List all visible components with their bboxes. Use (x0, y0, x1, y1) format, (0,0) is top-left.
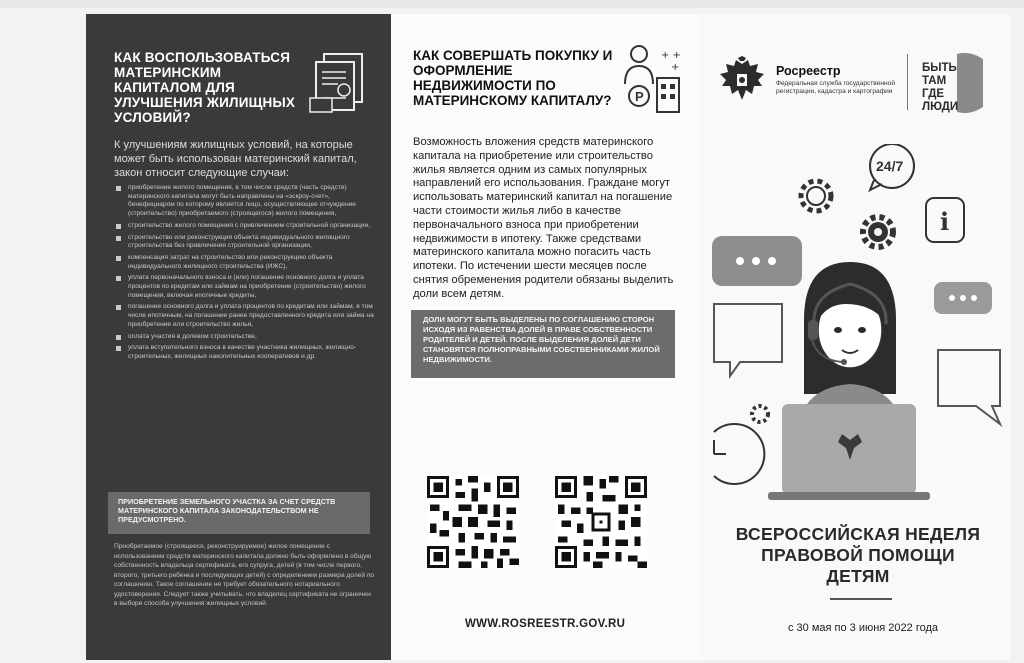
list-item: уплата вступительного взноса в качестве участника жилищных, жилищно-строительных, жилищных накопительных кооперативов и др. (114, 344, 376, 361)
brand-name: Росреестр (776, 64, 841, 78)
list-item: уплата первоначального взноса и (или) погашение основного долга и уплата процентов по кредитам или займам на приобретение (строительство) жилого помещения, включая ипотечные кредиты, (114, 274, 376, 300)
list-item: приобретение жилого помещения, в том числе средств (часть средств) материнского капитала могут быть направлены на «эскроу-счет», бенефициаром по которому является лицо, осуществляющее отчуждение (строительство) приобретаемого (строящегося) жилого помещения, (114, 184, 376, 219)
mortgage-house-icon (621, 44, 687, 116)
gear-icon (863, 217, 893, 247)
right-panel (700, 14, 1010, 660)
land-plot-notice: ПРИОБРЕТЕНИЕ ЗЕМЕЛЬНОГО УЧАСТКА ЗА СЧЕТ СРЕДСТВ МАТЕРИНСКОГО КАПИТАЛА ЗАКОНОДАТЕЛЬСТВОМ НЕ ПРЕДУСМОТРЕНО. (108, 492, 370, 534)
legal-help-illustration (700, 144, 1010, 504)
qr-code[interactable] (555, 476, 647, 568)
middle-panel (391, 14, 700, 660)
left-panel-title: КАК ВОСПОЛЬЗОВАТЬСЯ МАТЕРИНСКИМ КАПИТАЛОМ ДЛЯ УЛУЧШЕНИЯ ЖИЛИЩНЫХ УСЛОВИЙ? (114, 50, 296, 125)
gear-icon (752, 406, 768, 422)
title-underline (830, 598, 892, 600)
qr-code[interactable] (427, 476, 519, 568)
gear-icon (801, 181, 831, 211)
scan-margin (0, 0, 1024, 8)
middle-panel-body: Возможность вложения средств материнского капитала на приобретение или строительство жилья является одним из самых популярных направлений его использования. Граждане могут использовать материнский капитал на погашение части стоимости жилья либо в качестве первоначального взноса при приобретении недвижимости в ипотеку. Также средствами материнского капитала можно погасить часть ипотеки. По истечении шести месяцев после снятия обременения родители обязаны выделить доли всем детям. (413, 136, 674, 300)
info-icon (926, 198, 964, 242)
svg-text:P: P (635, 89, 644, 104)
website-link[interactable]: WWW.ROSREESTR.GOV.RU (465, 618, 626, 630)
brand-subtitle: Федеральная служба государственной регистрации, кадастра и картографии (776, 80, 896, 95)
support-24-7-label: 24/7 (876, 158, 904, 174)
shares-notice: ДОЛИ МОГУТ БЫТЬ ВЫДЕЛЕНЫ ПО СОГЛАШЕНИЮ СТОРОН ИСХОДЯ ИЗ РАВЕНСТВА ДОЛЕЙ В ПРАВЕ СОБСТВЕННОСТИ РОДИТЕЛЕЙ И ДЕТЕЙ. ПОСЛЕ ВЫДЕЛЕНИЯ ДОЛЕЙ ДЕТИ СТАНОВЯТСЯ ПОЛНОПРАВНЫМИ СОБСТВЕННИКАМИ ЖИЛОЙ НЕДВИЖИМОСТИ. (411, 310, 675, 378)
svg-text:+: + (671, 62, 680, 73)
list-item: оплата участия в долевом строительстве, (114, 333, 376, 342)
improvement-cases-list (114, 184, 376, 365)
middle-panel-title: КАК СОВЕРШАТЬ ПОКУПКУ И ОФОРМЛЕНИЕ НЕДВИЖИМОСТИ ПО МАТЕРИНСКОМУ КАПИТАЛУ? (413, 48, 613, 108)
chat-bubble-icon (934, 282, 992, 314)
support-24-7-icon (870, 144, 914, 190)
campaign-dates: с 30 мая по 3 июня 2022 года (787, 622, 939, 634)
svg-text:+ +: + + (661, 50, 681, 61)
logo-divider (907, 54, 908, 110)
list-item: погашение основного долга и уплата процентов по кредитам или займам, в том числе ипотечным, на погашение ранее предоставленного кредита или займа на приобретение или строительство жилья, (114, 303, 376, 329)
double-headed-eagle-emblem-icon (716, 56, 768, 108)
campaign-title: ВСЕРОССИЙСКАЯ НЕДЕЛЯ ПРАВОВОЙ ПОМОЩИ ДЕТЯМ (735, 524, 981, 586)
clock-icon (714, 424, 764, 484)
info-glyph: i (940, 207, 950, 236)
laptop-icon (768, 404, 930, 500)
list-item: компенсация затрат на строительство или реконструкцию объекта индивидуального жилищного строительства (ИЖС), (114, 254, 376, 271)
document-icon (308, 50, 368, 118)
left-intro-text: К улучшениям жилищных условий, на которые может быть использован материнский капитал, закон относит следующие случаи: (114, 139, 357, 179)
slogan-text: БЫТЬ ТАМ ГДЕ ЛЮДИ (922, 62, 959, 113)
left-panel (86, 14, 391, 660)
list-item: строительство жилого помещения с привлечением строительной организации, (114, 222, 376, 231)
chat-bubble-icon (712, 236, 802, 286)
list-item: строительство или реконструкция объекта индивидуального жилищного строительства без привлечения строительной организации, (114, 234, 376, 251)
left-footer-text: Приобретаемое (строящееся, реконструируемое) жилое помещение с использованием средств материнского капитала должно быть оформлено в общую собственность владельца сертификата, его супруга, детей (в том числе первого, второго, третьего ребенка и последующих детей) с определением размера долей по соглашению. Такое соглашение не требует обязательного нотариального удостоверения. Следует также учитывать, что владелец сертификата не ограничен в выборе способа улучшения жилищных условий. (114, 543, 375, 607)
